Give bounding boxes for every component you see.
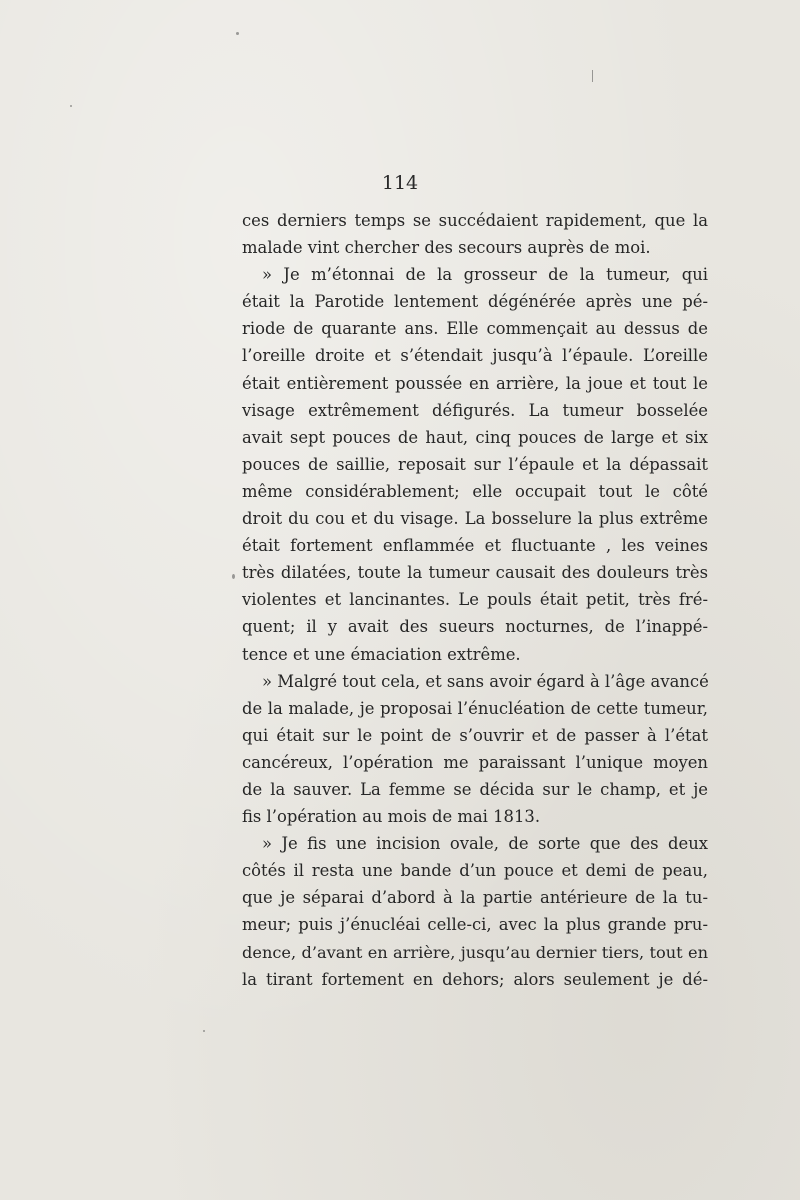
text-line: était fortement enflammée et fluctuante , les veines — [242, 536, 708, 556]
text-line: que je séparai d’abord à la partie antérieure de la tu- — [242, 888, 708, 908]
paper-speck — [203, 1030, 205, 1032]
text-line: malade vint chercher des secours auprès de moi. — [242, 238, 651, 258]
text-line: même considérablement; elle occupait tout le côté — [242, 481, 708, 501]
text-line: côtés il resta une bande d’un pouce et demi de peau, — [242, 861, 708, 881]
paper-speck — [232, 574, 235, 579]
text-line: de la sauver. La femme se décida sur le champ, et je — [242, 779, 708, 799]
body-text — [242, 207, 708, 993]
text-line: qui était sur le point de s’ouvrir et de passer à l’état — [242, 725, 708, 745]
paper-speck — [236, 32, 239, 35]
text-line: » Je fis une incision ovale, de sorte que des deux — [262, 834, 708, 854]
text-line: ces derniers temps se succédaient rapidement, que la — [242, 211, 708, 230]
text-line: de la malade, je proposai l’énucléation de cette tumeur, — [242, 698, 708, 718]
text-line: » Je m’étonnai de la grosseur de la tumeur, qui — [262, 265, 708, 285]
text-line: quent; il y avait des sueurs nocturnes, de l’inappé- — [242, 617, 708, 637]
text-line: visage extrêmement défigurés. La tumeur bosselée — [242, 400, 708, 420]
text-line: riode de quarante ans. Elle commençait au dessus de — [242, 319, 708, 339]
text-line: violentes et lancinantes. Le pouls était petit, très fré- — [242, 590, 708, 610]
text-line: était entièrement poussée en arrière, la joue et tout le — [242, 373, 708, 393]
page-number: 114 — [381, 172, 419, 194]
text-line: » Malgré tout cela, et sans avoir égard à l’âge avancé — [262, 671, 709, 691]
paper-speck — [592, 70, 593, 82]
text-line: meur; puis j’énucléai celle-ci, avec la plus grande pru- — [242, 915, 708, 935]
text-line: fis l’opération au mois de mai 1813. — [242, 807, 541, 827]
text-line: cancéreux, l’opération me paraissant l’unique moyen — [242, 752, 708, 772]
text-line: dence, d’avant en arrière, jusqu’au dernier tiers, tout en — [242, 942, 708, 962]
text-line: la tirant fortement en dehors; alors seulement je dé- — [242, 969, 708, 989]
text-line: était la Parotide lentement dégénérée après une pé- — [242, 292, 708, 312]
text-line: très dilatées, toute la tumeur causait des douleurs très — [242, 563, 708, 583]
text-line: l’oreille droite et s’étendait jusqu’à l’épaule. L’oreille — [242, 346, 708, 366]
text-line: avait sept pouces de haut, cinq pouces de large et six — [242, 427, 708, 447]
text-line: tence et une émaciation extrême. — [242, 644, 521, 664]
text-line: pouces de saillie, reposait sur l’épaule et la dépassait — [242, 454, 708, 474]
paper-speck — [70, 105, 72, 107]
text-line: droit du cou et du visage. La bosselure la plus extrême — [242, 509, 708, 529]
